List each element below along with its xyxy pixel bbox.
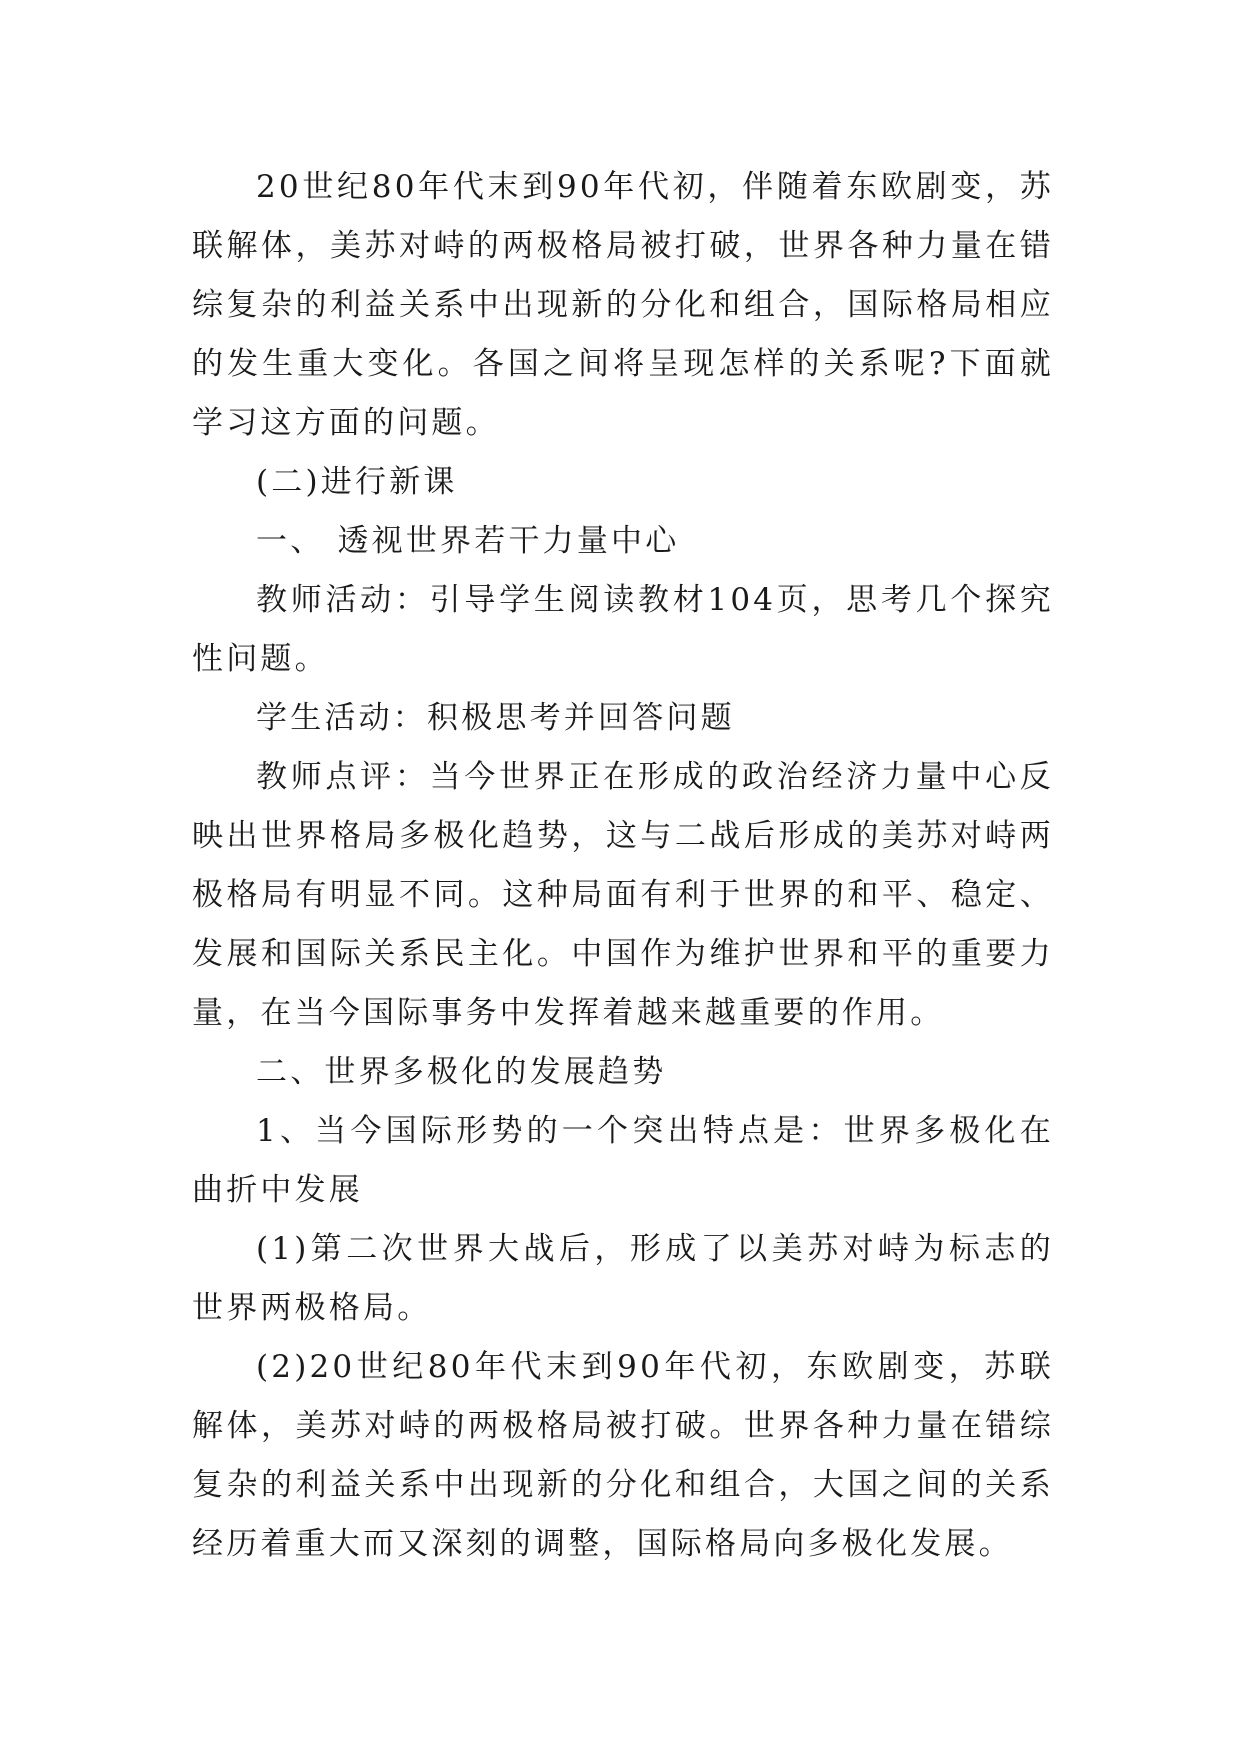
paragraph-subpoint-2: (2)20世纪80年代末到90年代初，东欧剧变，苏联解体，美苏对峙的两极格局被打破。世界各种力量在错综复杂的利益关系中出现新的分化和组合，大国之间的关系经历着重大而又深刻的调整，国际格局向多极化发展。 [192, 1349, 1054, 1562]
section-heading-multipolar-trend: 二、世界多极化的发展趋势 [256, 1054, 667, 1090]
document-body [192, 158, 1054, 1574]
section-heading-power-centers: 一、 透视世界若干力量中心 [256, 523, 680, 559]
paragraph-intro: 20世纪80年代末到90年代初，伴随着东欧剧变，苏联解体，美苏对峙的两极格局被打破，世界各种力量在错综复杂的利益关系中出现新的分化和组合，国际格局相应的发生重大变化。各国之间将呈现怎样的关系呢?下面就学习这方面的问题。 [192, 169, 1054, 441]
paragraph-teacher-activity: 教师活动：引导学生阅读教材104页，思考几个探究性问题。 [192, 582, 1054, 677]
paragraph-teacher-comment: 教师点评：当今世界正在形成的政治经济力量中心反映出世界格局多极化趋势，这与二战后形成的美苏对峙两极格局有明显不同。这种局面有利于世界的和平、稳定、发展和国际关系民主化。中国作为维护世界和平的重要力量，在当今国际事务中发挥着越来越重要的作用。 [192, 759, 1054, 1031]
paragraph-subpoint-1: (1)第二次世界大战后，形成了以美苏对峙为标志的世界两极格局。 [192, 1231, 1054, 1326]
section-heading-new-lesson: (二)进行新课 [256, 464, 458, 500]
paragraph-point-1: 1、当今国际形势的一个突出特点是：世界多极化在曲折中发展 [192, 1113, 1054, 1208]
paragraph-student-activity: 学生活动：积极思考并回答问题 [256, 700, 735, 736]
